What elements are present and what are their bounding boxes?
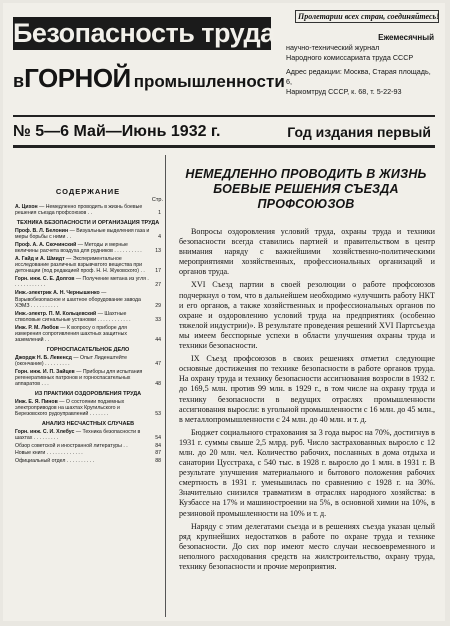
table-of-contents — [13, 155, 166, 617]
divider — [13, 115, 435, 117]
publication-info — [286, 33, 438, 97]
toc-entry-title: — Шахтные стволовые сигнальные установки . . . . . . . . . . . . — [15, 310, 131, 323]
issue-row — [13, 119, 435, 141]
toc-entry-author: Горн. инж. И. П. Зайцев — [15, 368, 75, 375]
toc-entry-page: 1 — [158, 210, 161, 217]
toc-entry-title: — Получение метана из угля . . . . . . . . . . . . — [15, 276, 149, 289]
toc-entry-page: 48 — [155, 381, 161, 388]
toc-entry-author: Горн. инж. С. И. Хлебус — [15, 428, 75, 435]
toc-section-title: ТЕХНИКА БЕЗОПАСНОСТИ И ОРГАНИЗАЦИЯ ТРУДА — [16, 219, 160, 226]
toc-entry-title: — Приборы для испытания регенеративных патронов и горноспасательных аппаратов . . . — [15, 368, 143, 388]
toc-entry-page: 33 — [155, 316, 161, 323]
issue-number: № 5—6 Май—Июнь 1932 г. — [13, 123, 221, 140]
toc-entry-author: Горн. инж. С. Е. Долгов — [15, 276, 75, 283]
toc-entry — [15, 369, 161, 388]
toc-entry-title: — Экспериментальное исследование различных взрывчатого вещества при детонации (под редакцией проф. Н. Н. Жуковского) . . — [15, 255, 145, 275]
toc-entry-author: Инж.-электр. П. М. Кольцевский — [15, 310, 97, 317]
article-paragraph: Наряду с этим делегатами съезда и в решениях съезда указан целый ряд крупнейших недостатков в работе по охране труда и технике безопасности. До сих пор имеют место случаи несвоевременного и неполного расходования средств на жилстроительство, охрану труда, технику безопасности и прочие мероприятия. — [179, 521, 435, 571]
toc-entry-author: Проф. В. Л. Белонин — [15, 227, 69, 234]
toc-entry — [15, 399, 161, 418]
toc-entry-title: — К вопросу о приборе для измерения сопротивления шахтных защитных заземлений . . — [15, 324, 127, 344]
toc-entry-page: 4 — [158, 233, 161, 240]
article-headline: НЕМЕДЛЕННО ПРОВОДИТЬ В ЖИЗНЬ БОЕВЫЕ РЕШЕНИЯ СЪЕЗДА ПРОФСОЮЗОВ — [185, 167, 427, 211]
toc-entry-page: 29 — [155, 302, 161, 309]
article-paragraph: XVI Съезд партии в своей резолюции о работе профсоюзов подчеркнул о том, что в дальнейшем необходимо «улучшить работу НКТ и его органов, а также хозяйственных и профессиональных органов по охране и оздоровлению условий труда на предприятиях (особенно тяжелой индустрии)». В результате проведения решений XVI Партсъезда мы имеем бесспорные успехи в области улучшения охраны труда и техники безопасности. — [179, 280, 435, 351]
pub-frequency: Ежемесячный — [378, 33, 434, 42]
toc-entry-title: — Немедленно проводить в жизнь боевые решения съезда профсоюзов . . — [15, 204, 143, 217]
toc-entry-page: 47 — [155, 360, 161, 367]
subtitle-prefix: в — [13, 71, 25, 91]
subtitle-emphasis: ГОРНОЙ — [24, 63, 131, 93]
toc-section-title: ИЗ ПРАКТИКИ ОЗДОРОВЛЕНИЯ ТРУДА — [34, 390, 142, 397]
toc-entry-title: — Визуальные выделения газа и меры борьбы с ними . . — [15, 227, 150, 240]
toc-entry-author: А. Гайд и А. Шмидт — [15, 255, 65, 262]
toc-entry — [15, 256, 161, 275]
pub-publisher: Народного комиссариата труда СССР — [286, 53, 414, 62]
toc-entry — [15, 443, 161, 449]
toc-entry-page: 13 — [155, 247, 161, 254]
pub-address: Адрес редакции: Москва, Старая площадь, 6, — [286, 67, 431, 86]
article-paragraph: Вопросы оздоровления условий труда, охраны труда и техники безопасности всегда ставились партией и правительством в центр внимания наряду с важнейшими хозяйственно-политическими мероприятиями хозяйственных, профессиональных организаций и органов труда. — [179, 227, 435, 277]
article-paragraph: IX Съезд профсоюзов в своих решениях отметил следующие основные достижения по технике безопасности в работе органов труда. На охрану труда и технику безопасности ассигнования возросли в 1932 г. до 169,5 млн. против 99 млн. в 1929 г., в том числе на охрану труда и технику безопасности в ведущих отраслях промышленности ассигнования выросли: в угольной промышленности с 16 млн. до 45 млн., в металлопромышленности с 24 млн. до 40 млн. и т. д. — [179, 354, 435, 424]
toc-entry — [15, 325, 161, 344]
toc-entry-page: 87 — [155, 450, 161, 457]
toc-entry — [15, 276, 161, 289]
toc-entry-author: Проф. А. А. Скочинский — [15, 241, 77, 248]
lead-article — [177, 155, 435, 617]
toc-entry — [15, 355, 161, 368]
toc-entry-title: — Техника безопасности в шахтах . . . . . . . . . — [15, 428, 141, 441]
toc-entry-page: 84 — [155, 442, 161, 449]
journal-title: Безопасность труда — [13, 18, 275, 48]
toc-entry-title: — Взрывобезопасное и шахтное оборудование завода ХЭМЗ . . . . . . . . . . — [15, 290, 141, 309]
toc-entry — [15, 311, 161, 324]
toc-entry-author: Инж.-электрик А. Н. Чернышенко — [15, 290, 100, 297]
toc-entry-page: 27 — [155, 282, 161, 289]
toc-page-column-label: Стр. — [151, 197, 163, 203]
toc-entry-title: — Методы и мерные величины расчета воздуха для рудников . . . . . . . . . . — [15, 241, 142, 254]
journal-subtitle — [13, 63, 285, 94]
pub-type: научно-технический журнал — [286, 43, 380, 52]
toc-entry-author: А. Цихон — [15, 204, 38, 210]
pub-office: Наркомтруд СССР, к. 68, т. 5-22-93 — [286, 87, 402, 96]
divider — [13, 145, 435, 148]
toc-section-title: ГОРНОСПАСАТЕЛЬНОЕ ДЕЛО — [46, 346, 130, 353]
toc-entry-title: — О состоянии подземных электроприводов на шахтах Кругильского и Березовского рудоуправлений . . . . . . . — [15, 398, 125, 418]
toc-entry-title: Новые книги . . . . . . . . . . . . . — [15, 450, 83, 457]
article-paragraph: Бюджет социального страхования за 3 года вырос на 70%, достигнув в 1931 г. суммы свыше 2,5 млрд. руб. Число застрахованных выросло с 12 млн. до 20 млн. чел. Количество рабочих, посланных в дома отдыха и санатории Цусстраха, с 540 тыс. в 1928 г. выросло до 1 млн. в 1931 г. В результате улучшения материального и бытового положения рабочих смертность в 1931 г. уменьшилась по сравнению с 1928 г. на 30%. Значительно снизился травматизм в отраслях народного хозяйства: в Кузбассе на 17% и машиностроении на 5%, в основной химии на 10%, в резиновой промышленности на 10% и т. д. — [179, 427, 435, 518]
publication-year: Год издания первый — [287, 124, 431, 140]
subtitle-suffix: промышленности — [133, 72, 285, 91]
toc-entry — [15, 450, 161, 456]
toc-entry-title: — Опыт Лиденштейте (окончание) . . . . . . . . . — [15, 354, 127, 367]
toc-entry — [15, 458, 161, 464]
toc-heading: СОДЕРЖАНИЕ — [55, 187, 121, 196]
toc-entry-title: Официальный отдел . . . . . . . . . . — [15, 458, 95, 465]
toc-entry-page: 17 — [155, 268, 161, 275]
toc-entry-page: 54 — [155, 434, 161, 441]
toc-entry-page: 53 — [155, 411, 161, 418]
journal-page — [3, 3, 445, 621]
article-body — [179, 227, 435, 575]
toc-section-title: АНАЛИЗ НЕСЧАСТНЫХ СЛУЧАЕВ — [41, 420, 135, 427]
toc-entry-page: 88 — [155, 458, 161, 465]
toc-entry — [15, 429, 161, 442]
toc-list — [15, 204, 161, 466]
slogan: Пролетарии всех стран, соединяйтесь! — [295, 10, 439, 23]
toc-entry-author: Джордж Н. Б. Левенсд — [15, 354, 72, 361]
toc-entry-title: Обзор советской и иностранной литературы . . — [15, 442, 128, 449]
toc-entry — [15, 228, 161, 241]
toc-entry — [15, 242, 161, 255]
toc-entry — [15, 290, 161, 309]
toc-entry-page: 44 — [155, 337, 161, 344]
toc-entry-author: Инж. Р. М. Любов — [15, 324, 59, 331]
masthead — [3, 3, 445, 123]
toc-entry — [15, 204, 161, 217]
toc-entry-author: Инж. Е. Я. Пинов — [15, 398, 58, 405]
